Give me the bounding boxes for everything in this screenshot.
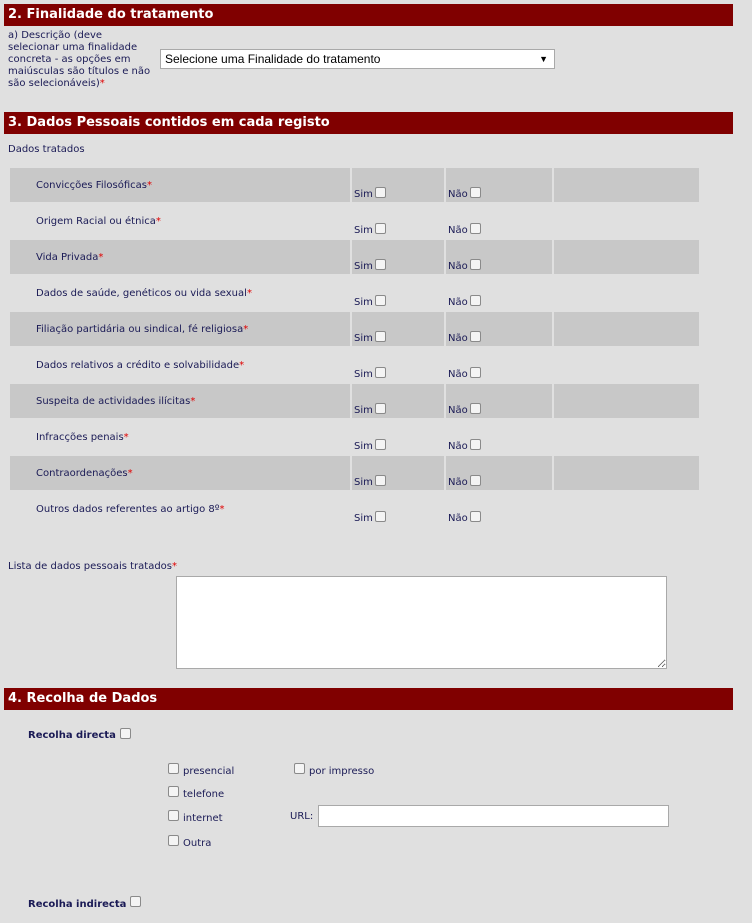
sim-label: Sim bbox=[354, 477, 373, 488]
sim-checkbox[interactable] bbox=[375, 259, 386, 270]
sim-option bbox=[354, 403, 386, 416]
sim-label: Sim bbox=[354, 405, 373, 416]
required-mark: * bbox=[98, 251, 104, 263]
sim-cell bbox=[352, 240, 444, 274]
nao-cell bbox=[446, 204, 552, 238]
nao-checkbox[interactable] bbox=[470, 223, 481, 234]
lista-dados-label bbox=[8, 561, 177, 572]
sim-checkbox[interactable] bbox=[375, 187, 386, 198]
sim-label: Sim bbox=[354, 513, 373, 524]
dados-row bbox=[10, 384, 699, 418]
por-impresso-label: por impresso bbox=[309, 766, 375, 777]
dados-row-label: Dados de saúde, genéticos ou vida sexual bbox=[36, 287, 247, 299]
dados-row-label-cell bbox=[10, 204, 350, 238]
required-mark: * bbox=[243, 323, 249, 335]
sim-cell bbox=[352, 276, 444, 310]
required-mark: * bbox=[219, 503, 225, 515]
nao-checkbox[interactable] bbox=[470, 331, 481, 342]
extra-cell bbox=[554, 384, 699, 418]
dados-row bbox=[10, 420, 699, 454]
extra-cell bbox=[554, 168, 699, 202]
sim-option bbox=[354, 439, 386, 452]
dados-row-label: Dados relativos a crédito e solvabilidade bbox=[36, 359, 240, 371]
nao-label: Não bbox=[448, 225, 468, 236]
sim-checkbox[interactable] bbox=[375, 403, 386, 414]
sim-option bbox=[354, 187, 386, 200]
outra-label: Outra bbox=[183, 838, 212, 849]
dados-row-label-cell bbox=[10, 456, 350, 490]
nao-cell bbox=[446, 240, 552, 274]
url-input[interactable] bbox=[318, 805, 669, 827]
sim-option bbox=[354, 511, 386, 524]
dados-row-label: Origem Racial ou étnica bbox=[36, 215, 156, 227]
internet-label: internet bbox=[183, 813, 223, 824]
nao-label: Não bbox=[448, 441, 468, 452]
dados-row-label-cell bbox=[10, 384, 350, 418]
nao-checkbox[interactable] bbox=[470, 259, 481, 270]
nao-cell bbox=[446, 168, 552, 202]
extra-cell bbox=[554, 312, 699, 346]
outra-checkbox[interactable] bbox=[168, 835, 179, 846]
dados-row-label: Convicções Filosóficas bbox=[36, 179, 147, 191]
sim-cell bbox=[352, 204, 444, 238]
dropdown-arrow-icon: ▼ bbox=[539, 54, 548, 64]
sim-checkbox[interactable] bbox=[375, 331, 386, 342]
nao-label: Não bbox=[448, 369, 468, 380]
sim-cell bbox=[352, 312, 444, 346]
nao-option bbox=[448, 295, 481, 308]
nao-label: Não bbox=[448, 297, 468, 308]
extra-cell bbox=[554, 420, 699, 454]
internet-checkbox[interactable] bbox=[168, 810, 179, 821]
dados-row-label: Outros dados referentes ao artigo 8º bbox=[36, 503, 220, 515]
dados-row-label-cell bbox=[10, 492, 350, 526]
lista-dados-label-text: Lista de dados pessoais tratados bbox=[8, 561, 173, 572]
sim-option bbox=[354, 259, 386, 272]
sim-label: Sim bbox=[354, 261, 373, 272]
sim-option bbox=[354, 295, 386, 308]
required-mark: * bbox=[99, 78, 105, 89]
nao-cell bbox=[446, 348, 552, 382]
required-mark: * bbox=[123, 431, 129, 443]
sim-option bbox=[354, 223, 386, 236]
required-mark: * bbox=[239, 359, 245, 371]
sim-checkbox[interactable] bbox=[375, 439, 386, 450]
nao-label: Não bbox=[448, 513, 468, 524]
nao-option bbox=[448, 511, 481, 524]
extra-cell bbox=[554, 276, 699, 310]
nao-cell bbox=[446, 276, 552, 310]
sim-option bbox=[354, 475, 386, 488]
sim-label: Sim bbox=[354, 225, 373, 236]
dados-tratados-table bbox=[8, 166, 701, 528]
dados-row-label: Contraordenações bbox=[36, 467, 128, 479]
por-impresso-checkbox[interactable] bbox=[294, 763, 305, 774]
sim-checkbox[interactable] bbox=[375, 367, 386, 378]
sim-label: Sim bbox=[354, 333, 373, 344]
nao-option bbox=[448, 475, 481, 488]
nao-checkbox[interactable] bbox=[470, 367, 481, 378]
sim-cell bbox=[352, 420, 444, 454]
nao-cell bbox=[446, 384, 552, 418]
dados-tratados-label: Dados tratados bbox=[8, 144, 85, 155]
required-mark: * bbox=[190, 395, 196, 407]
dados-row bbox=[10, 168, 699, 202]
extra-cell bbox=[554, 492, 699, 526]
sim-cell bbox=[352, 168, 444, 202]
dados-row bbox=[10, 240, 699, 274]
nao-cell bbox=[446, 420, 552, 454]
sim-option bbox=[354, 367, 386, 380]
nao-checkbox[interactable] bbox=[470, 475, 481, 486]
nao-option bbox=[448, 367, 481, 380]
section-title-dados-pessoais: 3. Dados Pessoais contidos em cada registo bbox=[4, 112, 733, 134]
sim-label: Sim bbox=[354, 369, 373, 380]
sim-cell bbox=[352, 492, 444, 526]
dados-row bbox=[10, 312, 699, 346]
sim-label: Sim bbox=[354, 297, 373, 308]
dados-row-label: Suspeita de actividades ilícitas bbox=[36, 395, 191, 407]
url-label: URL: bbox=[290, 811, 314, 822]
nao-label: Não bbox=[448, 189, 468, 200]
dados-row-label-cell bbox=[10, 240, 350, 274]
dados-row bbox=[10, 456, 699, 490]
section-title-finalidade: 2. Finalidade do tratamento bbox=[4, 4, 733, 26]
sim-cell bbox=[352, 348, 444, 382]
extra-cell bbox=[554, 204, 699, 238]
sim-checkbox[interactable] bbox=[375, 223, 386, 234]
dados-row-label-cell bbox=[10, 276, 350, 310]
recolha-directa-checkbox[interactable] bbox=[120, 728, 131, 739]
presencial-label: presencial bbox=[183, 766, 235, 777]
recolha-indirecta-label: Recolha indirecta bbox=[28, 899, 127, 910]
dados-row-label-cell bbox=[10, 420, 350, 454]
sim-cell bbox=[352, 384, 444, 418]
descricao-label-text: a) Descrição (deve selecionar uma finalidade concreta - as opções em maiúsculas são títulos e não são selecionáveis) bbox=[8, 30, 151, 89]
dados-row-label: Infracções penais bbox=[36, 431, 124, 443]
nao-option bbox=[448, 403, 481, 416]
required-mark: * bbox=[172, 561, 178, 572]
dados-row bbox=[10, 276, 699, 310]
telefone-checkbox[interactable] bbox=[168, 786, 179, 797]
nao-option bbox=[448, 439, 481, 452]
nao-option bbox=[448, 187, 481, 200]
nao-cell bbox=[446, 456, 552, 490]
nao-cell bbox=[446, 492, 552, 526]
nao-label: Não bbox=[448, 261, 468, 272]
extra-cell bbox=[554, 240, 699, 274]
nao-label: Não bbox=[448, 477, 468, 488]
recolha-indirecta-checkbox[interactable] bbox=[130, 896, 141, 907]
extra-cell bbox=[554, 348, 699, 382]
recolha-directa-label: Recolha directa bbox=[28, 730, 116, 741]
sim-label: Sim bbox=[354, 441, 373, 452]
dados-row bbox=[10, 204, 699, 238]
required-mark: * bbox=[246, 287, 252, 299]
nao-option bbox=[448, 259, 481, 272]
nao-checkbox[interactable] bbox=[470, 403, 481, 414]
sim-cell bbox=[352, 456, 444, 490]
presencial-checkbox[interactable] bbox=[168, 763, 179, 774]
section-title-recolha: 4. Recolha de Dados bbox=[4, 688, 733, 710]
telefone-label: telefone bbox=[183, 789, 225, 800]
required-mark: * bbox=[146, 179, 152, 191]
sim-checkbox[interactable] bbox=[375, 511, 386, 522]
nao-label: Não bbox=[448, 405, 468, 416]
extra-cell bbox=[554, 456, 699, 490]
dados-row-label: Filiação partidária ou sindical, fé religiosa bbox=[36, 323, 244, 335]
dados-row-label-cell bbox=[10, 168, 350, 202]
dados-row-label: Vida Privada bbox=[36, 251, 99, 263]
sim-label: Sim bbox=[354, 189, 373, 200]
descricao-label bbox=[8, 30, 156, 90]
required-mark: * bbox=[127, 467, 133, 479]
finalidade-select[interactable] bbox=[160, 49, 555, 69]
nao-label: Não bbox=[448, 333, 468, 344]
dados-row bbox=[10, 348, 699, 382]
sim-checkbox[interactable] bbox=[375, 475, 386, 486]
dados-row-label-cell bbox=[10, 312, 350, 346]
dados-row bbox=[10, 492, 699, 526]
finalidade-select-value: Selecione uma Finalidade do tratamento bbox=[165, 52, 381, 66]
required-mark: * bbox=[155, 215, 161, 227]
sim-option bbox=[354, 331, 386, 344]
dados-row-label-cell bbox=[10, 348, 350, 382]
nao-option bbox=[448, 331, 481, 344]
nao-checkbox[interactable] bbox=[470, 439, 481, 450]
nao-checkbox[interactable] bbox=[470, 187, 481, 198]
nao-checkbox[interactable] bbox=[470, 295, 481, 306]
sim-checkbox[interactable] bbox=[375, 295, 386, 306]
nao-checkbox[interactable] bbox=[470, 511, 481, 522]
nao-cell bbox=[446, 312, 552, 346]
nao-option bbox=[448, 223, 481, 236]
lista-dados-textarea[interactable] bbox=[176, 576, 667, 669]
